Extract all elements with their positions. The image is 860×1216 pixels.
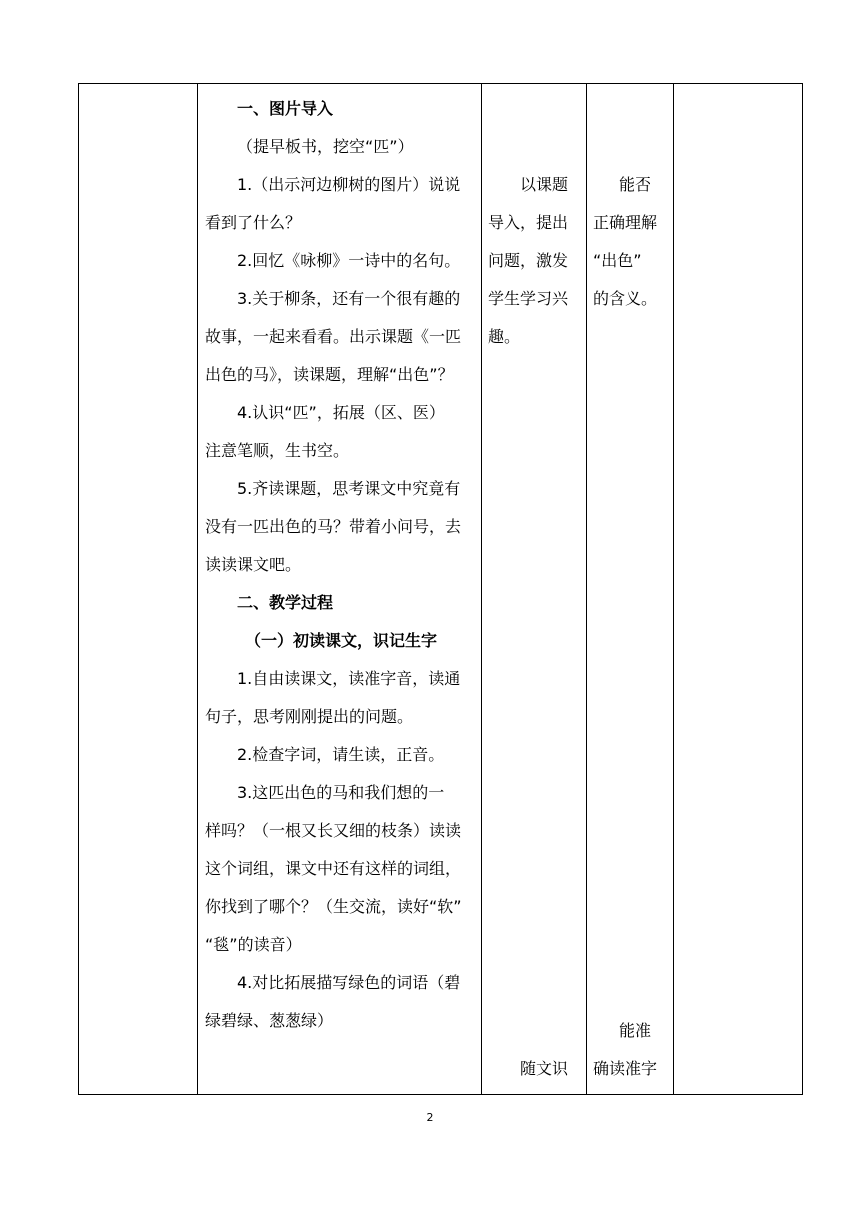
content-line: 绿碧绿、葱葱绿） (205, 1011, 334, 1030)
intent-line: 学生学习兴 (488, 289, 569, 308)
content-line: 2.回忆《咏柳》一诗中的名句。 (237, 251, 461, 270)
content-line: 2.检查字词，请生读，正音。 (237, 745, 445, 764)
evaluation-line: 的含义。 (593, 289, 658, 308)
evaluation-line: 能准 (619, 1021, 652, 1040)
lesson-plan-table (78, 83, 803, 1095)
evaluation-line: 能否 (619, 175, 652, 194)
content-line: 故事，一起来看看。出示课题《一匹 (205, 327, 462, 346)
content-line: 看到了什么？ (205, 213, 302, 232)
section-heading: 一、图片导入 (237, 99, 334, 118)
section-heading: 二、教学过程 (237, 593, 334, 612)
content-line: 3.关于柳条，还有一个很有趣的 (237, 289, 461, 308)
evaluation-line: 确读准字 (593, 1059, 658, 1078)
content-line: 3.这匹出色的马和我们想的一 (237, 783, 445, 802)
page-number: 2 (426, 1111, 434, 1124)
content-line: 4.认识“匹”，拓展（区、医） (237, 403, 445, 422)
column-divider (673, 84, 674, 1094)
content-line: （提早板书，挖空“匹”） (237, 137, 414, 156)
intent-line: 导入，提出 (488, 213, 569, 232)
subsection-heading: （一）初读课文，识记生字 (245, 631, 438, 650)
teaching-content-cell (197, 84, 481, 1094)
content-line: 5.齐读课题，思考课文中究竟有 (237, 479, 461, 498)
content-line: 1.（出示河边柳树的图片）说说 (237, 175, 461, 194)
content-line: “毯”的读音） (205, 935, 302, 954)
intent-line: 问题，激发 (488, 251, 569, 270)
evaluation-line: 正确理解 (593, 213, 658, 232)
content-line: 读读课文吧。 (205, 555, 302, 574)
content-line: 你找到了哪个？（生交流，读好“软” (205, 897, 462, 916)
intent-line: 随文识 (520, 1059, 569, 1078)
content-line: 这个词组，课文中还有这样的词组， (205, 859, 462, 878)
content-line: 出色的马》，读课题，理解“出色”？ (205, 365, 454, 384)
evaluation-line: “出色” (593, 251, 642, 270)
design-intent-cell (482, 84, 586, 1094)
intent-line: 以课题 (520, 175, 569, 194)
content-line: 样吗？（一根又长又细的枝条）读读 (205, 821, 462, 840)
content-line: 句子，思考刚刚提出的问题。 (205, 707, 414, 726)
evaluation-cell (587, 84, 673, 1094)
intent-line: 趣。 (488, 327, 521, 346)
content-line: 注意笔顺，生书空。 (205, 441, 350, 460)
content-line: 没有一匹出色的马？带着小问号，去 (205, 517, 462, 536)
content-line: 4.对比拓展描写绿色的词语（碧 (237, 973, 461, 992)
content-line: 1.自由读课文，读准字音，读通 (237, 669, 461, 688)
